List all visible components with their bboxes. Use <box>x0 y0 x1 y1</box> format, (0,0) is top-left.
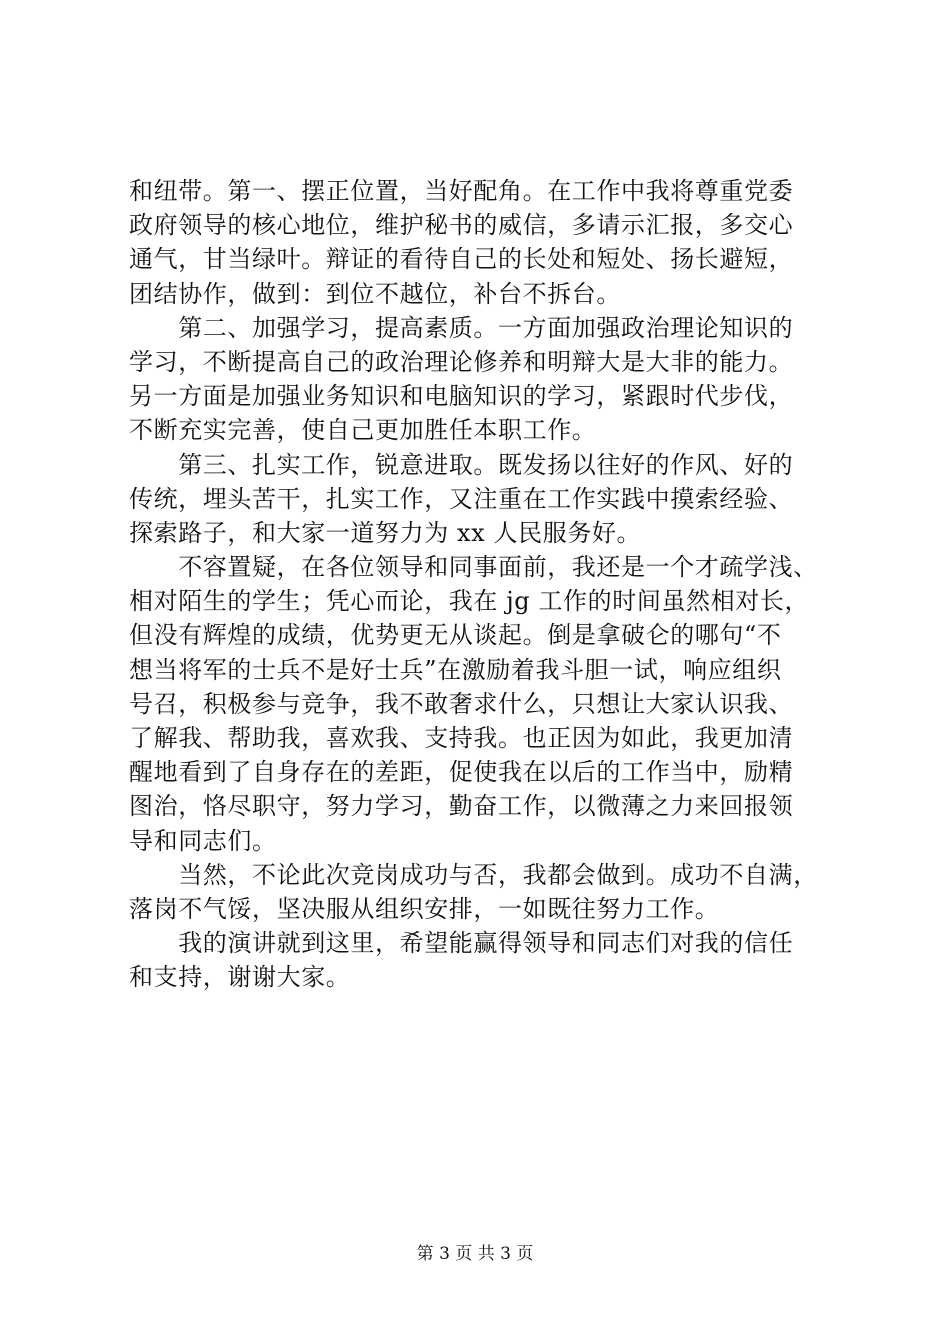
text-line: 图治，恪尽职守，努力学习，勤奋工作，以微薄之力来回报领 <box>129 792 794 821</box>
text-line: 醒地看到了自身存在的差距，促使我在以后的工作当中，励精 <box>129 758 794 787</box>
text-line: 通气，甘当绿叶。辩证的看待自己的长处和短处、扬长避短， <box>129 245 794 274</box>
text-line: 传统，埋头苦干，扎实工作，又注重在工作实践中摸索经验、 <box>129 484 794 513</box>
text-line: 另一方面是加强业务知识和电脑知识的学习，紧跟时代步伐， <box>129 382 794 411</box>
text-line: 和纽带。第一、摆正位置，当好配角。在工作中我将尊重党委 <box>129 177 794 205</box>
page-number-footer: 第 3 页 共 3 页 <box>416 1244 534 1264</box>
text-line: 学习，不断提高自己的政治理论修养和明辩大是大非的能力。 <box>129 347 794 376</box>
text-line: 导和同志们。 <box>129 826 277 855</box>
text-line: 第二、加强学习，提高素质。一方面加强政治理论知识的 <box>129 313 794 342</box>
text-line: 我的演讲就到这里，希望能赢得领导和同志们对我的信任 <box>129 929 794 958</box>
text-line: 和支持，谢谢大家。 <box>129 963 351 992</box>
text-line: 当然，不论此次竞岗成功与否，我都会做到。成功不自满， <box>129 860 818 889</box>
text-line: 第三、扎实工作，锐意进取。既发扬以往好的作风、好的 <box>129 450 794 479</box>
text-line: 想当将军的士兵不是好士兵”在激励着我斗胆一试，响应组织 <box>129 655 782 684</box>
text-line: 不容置疑，在各位领导和同事面前，我还是一个才疏学浅、 <box>129 553 818 582</box>
text-line: 了解我、帮助我，喜欢我、支持我。也正因为如此，我更加清 <box>129 724 794 752</box>
text-line: 落岗不气馁，坚决服从组织安排，一如既往努力工作。 <box>129 894 720 923</box>
text-line: 相对陌生的学生；凭心而论，我在 jg 工作的时间虽然相对长， <box>129 587 810 616</box>
text-line: 政府领导的核心地位，维护秘书的威信，多请示汇报，多交心 <box>129 211 794 240</box>
text-line: 但没有辉煌的成绩，优势更无从谈起。倒是拿破仑的哪句“不 <box>129 621 782 650</box>
text-line: 号召，积极参与竞争，我不敢奢求什么，只想让大家认识我、 <box>129 689 794 718</box>
document-body <box>129 174 829 995</box>
text-line: 探索路子，和大家一道努力为 xx 人民服务好。 <box>129 518 642 547</box>
text-line: 团结协作，做到：到位不越位，补台不拆台。 <box>129 279 621 308</box>
text-line: 不断充实完善，使自己更加胜任本职工作。 <box>129 416 597 445</box>
